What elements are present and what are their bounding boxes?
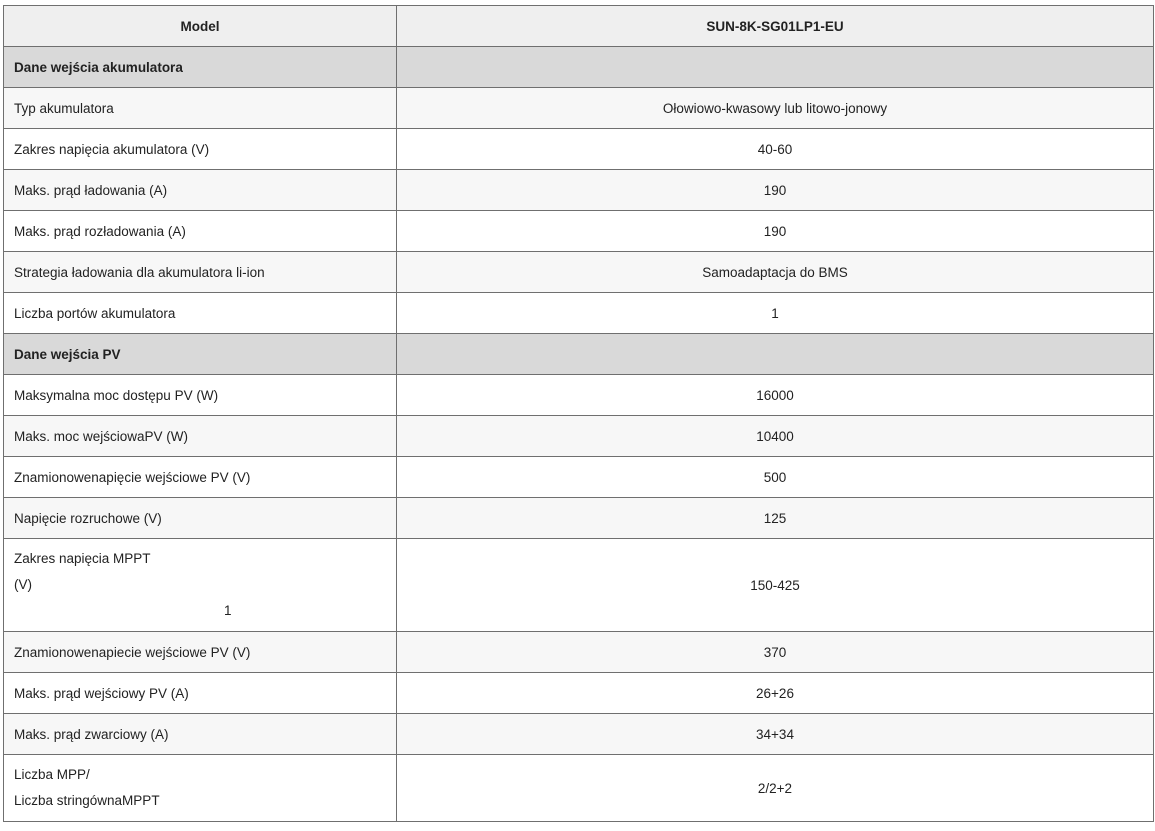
table-row [4, 375, 1154, 416]
header-value: SUN-8K-SG01LP1-EU [397, 6, 1154, 47]
row-value: 370 [397, 632, 1154, 673]
table-row [4, 632, 1154, 673]
section-blank [397, 47, 1154, 88]
section-title-battery: Dane wejścia akumulatora [4, 47, 397, 88]
table-row [4, 211, 1154, 252]
row-value: 10400 [397, 416, 1154, 457]
table-row [4, 170, 1154, 211]
row-value: Samoadaptacja do BMS [397, 252, 1154, 293]
row-value: 16000 [397, 375, 1154, 416]
section-row-battery [4, 47, 1154, 88]
row-label: Maksymalna moc dostępu PV (W) [4, 375, 397, 416]
row-label: Zakres napięcia akumulatora (V) [4, 129, 397, 170]
row-label [4, 539, 397, 632]
row-label-note: 1 [224, 603, 232, 618]
row-value: Ołowiowo-kwasowy lub litowo-jonowy [397, 88, 1154, 129]
row-label: Znamionowenapiecie wejściowe PV (V) [4, 632, 397, 673]
row-value: 26+26 [397, 673, 1154, 714]
row-value: 40-60 [397, 129, 1154, 170]
header-label: Model [4, 6, 397, 47]
section-title-pv: Dane wejścia PV [4, 334, 397, 375]
row-label: Liczba portów akumulatora [4, 293, 397, 334]
row-label-line1: Zakres napięcia MPPT [14, 551, 151, 566]
row-label-line2: Liczba stringównaMPPT [14, 793, 160, 808]
row-label: Strategia ładowania dla akumulatora li-ion [4, 252, 397, 293]
spec-table [3, 5, 1154, 822]
table-row [4, 673, 1154, 714]
table-row [4, 498, 1154, 539]
table-row [4, 88, 1154, 129]
row-value: 125 [397, 498, 1154, 539]
table-row [4, 714, 1154, 755]
table-row [4, 293, 1154, 334]
table-row [4, 457, 1154, 498]
table-row [4, 755, 1154, 822]
row-value: 500 [397, 457, 1154, 498]
section-blank [397, 334, 1154, 375]
row-value: 150-425 [397, 539, 1154, 632]
header-row [4, 6, 1154, 47]
row-label-line1: Liczba MPP/ [14, 767, 90, 782]
row-label [4, 755, 397, 822]
row-label: Maks. prąd wejściowy PV (A) [4, 673, 397, 714]
row-value: 2/2+2 [397, 755, 1154, 822]
row-label: Napięcie rozruchowe (V) [4, 498, 397, 539]
table-row [4, 416, 1154, 457]
row-value: 34+34 [397, 714, 1154, 755]
row-value: 190 [397, 211, 1154, 252]
row-label: Maks. moc wejściowaPV (W) [4, 416, 397, 457]
row-label: Maks. prąd rozładowania (A) [4, 211, 397, 252]
table-row [4, 539, 1154, 632]
row-label: Maks. prąd zwarciowy (A) [4, 714, 397, 755]
row-value: 190 [397, 170, 1154, 211]
row-value: 1 [397, 293, 1154, 334]
row-label: Znamionowenapięcie wejściowe PV (V) [4, 457, 397, 498]
row-label: Maks. prąd ładowania (A) [4, 170, 397, 211]
row-label: Typ akumulatora [4, 88, 397, 129]
table-row [4, 129, 1154, 170]
section-row-pv [4, 334, 1154, 375]
row-label-line2: (V) [14, 577, 32, 592]
table-row [4, 252, 1154, 293]
